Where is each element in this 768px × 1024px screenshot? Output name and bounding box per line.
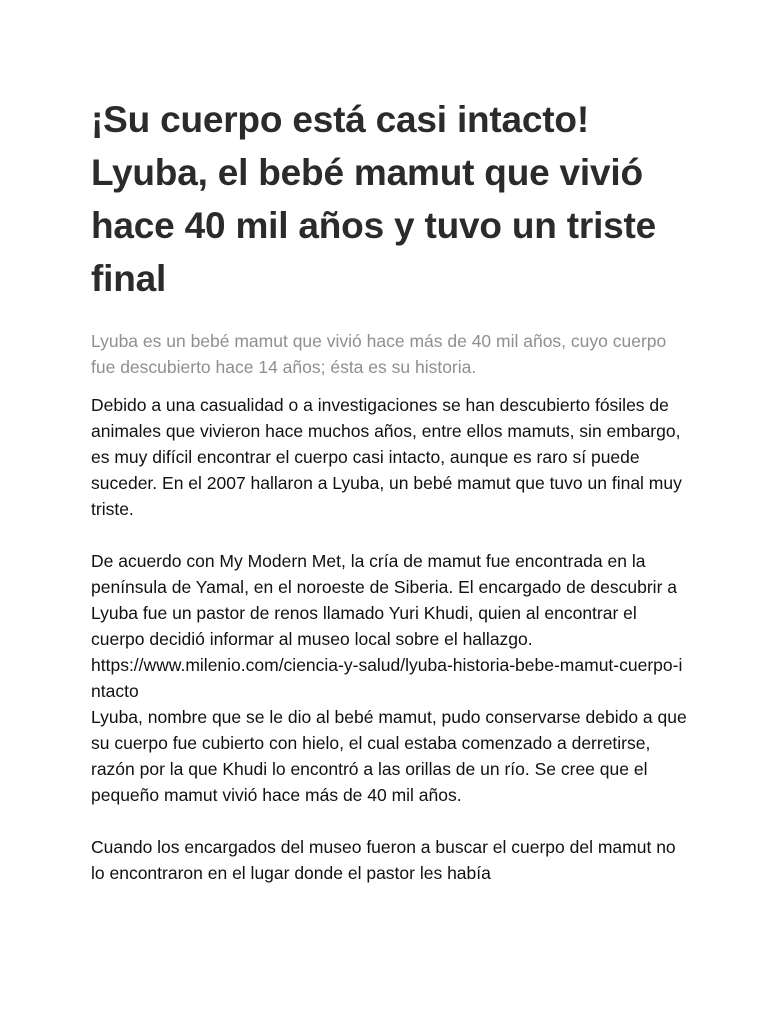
- article-body: [91, 392, 691, 886]
- article-subtitle: Lyuba es un bebé mamut que vivió hace más de 40 mil años, cuyo cuerpo fue descubierto hace 14 años; ésta es su historia.: [91, 331, 667, 377]
- paragraph-spacer: [91, 522, 691, 548]
- paragraph-4: Cuando los encargados del museo fueron a buscar el cuerpo del mamut no lo encontraron en el lugar donde el pastor les había: [91, 837, 676, 883]
- paragraph-1: Debido a una casualidad o a investigaciones se han descubierto fósiles de animales que vivieron hace muchos años, entre ellos mamuts, sin embargo, es muy difícil encontrar el cuerpo casi intacto, aunque es raro sí puede suceder. En el 2007 hallaron a Lyuba, un bebé mamut que tuvo un final muy triste.: [91, 395, 682, 519]
- paragraph-3: Lyuba, nombre que se le dio al bebé mamut, pudo conservarse debido a que su cuerpo fue cubierto con hielo, el cual estaba comenzado a derretirse, razón por la que Khudi lo encontró a las orillas de un río. Se cree que el pequeño mamut vivió hace más de 40 mil años.: [91, 707, 687, 805]
- paragraph-spacer: [91, 808, 691, 834]
- article-title: ¡Su cuerpo está casi intacto! Lyuba, el bebé mamut que vivió hace 40 mil años y tuvo un triste final: [91, 99, 657, 299]
- document-page: [91, 93, 691, 886]
- source-url: https://www.milenio.com/ciencia-y-salud/lyuba-historia-bebe-mamut-cuerpo-intacto: [91, 655, 683, 701]
- paragraph-2: De acuerdo con My Modern Met, la cría de mamut fue encontrada en la península de Yamal, en el noroeste de Siberia. El encargado de descubrir a Lyuba fue un pastor de renos llamado Yuri Khudi, quien al encontrar el cuerpo decidió informar al museo local sobre el hallazgo.: [91, 551, 677, 649]
